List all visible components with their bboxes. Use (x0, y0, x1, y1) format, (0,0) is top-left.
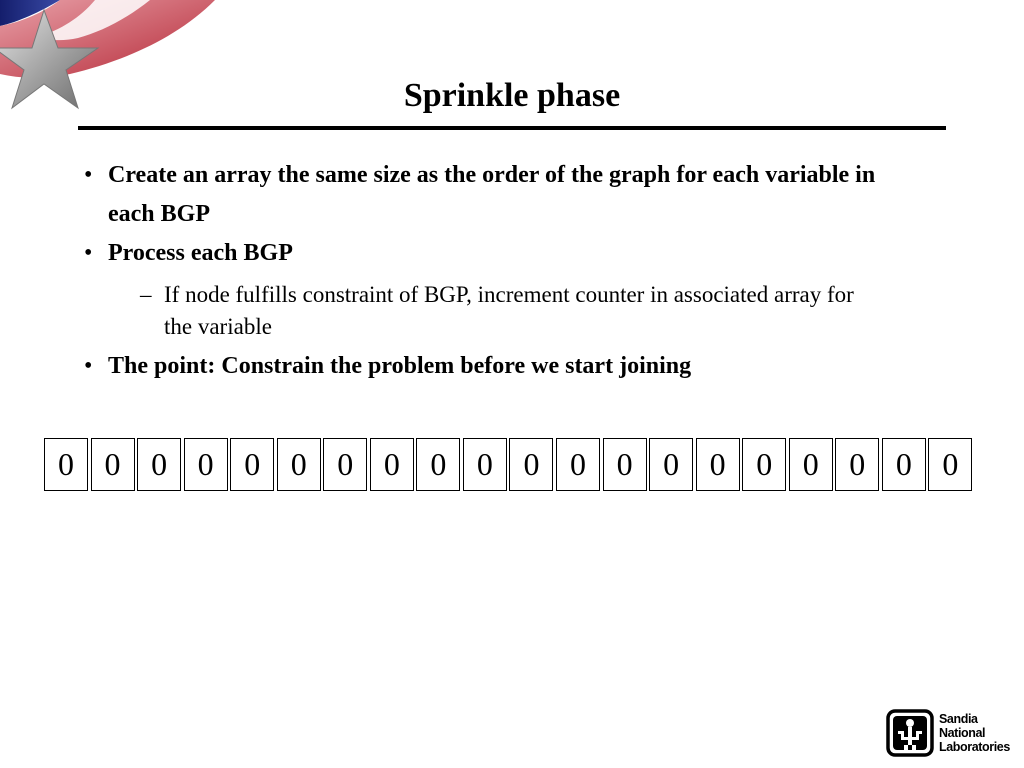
sub-bullet-marker: – (140, 282, 152, 307)
array-cell: 0 (44, 438, 88, 491)
sandia-wordmark (939, 712, 1010, 754)
bullet-list (84, 156, 884, 386)
array-cell: 0 (556, 438, 600, 491)
bullet-item (84, 234, 884, 273)
sandia-logo (886, 707, 1014, 759)
array-cell: 0 (696, 438, 740, 491)
array-cell: 0 (184, 438, 228, 491)
array-cell: 0 (277, 438, 321, 491)
array-cell: 0 (789, 438, 833, 491)
array-cell: 0 (137, 438, 181, 491)
array-cell: 0 (91, 438, 135, 491)
bullet-item (84, 156, 884, 234)
array-cell: 0 (603, 438, 647, 491)
array-cell: 0 (835, 438, 879, 491)
bullet-marker: • (84, 162, 93, 188)
array-cell: 0 (323, 438, 367, 491)
array-cell: 0 (928, 438, 972, 491)
array-cell: 0 (649, 438, 693, 491)
org-name-line: Sandia (939, 712, 978, 726)
sub-bullet-text: If node fulfills constraint of BGP, increment counter in associated array for the variable (164, 282, 854, 339)
counter-array (44, 438, 972, 491)
array-cell: 0 (882, 438, 926, 491)
array-cell: 0 (463, 438, 507, 491)
bullet-marker: • (84, 353, 93, 379)
bullet-item (84, 347, 884, 386)
array-cell: 0 (370, 438, 414, 491)
org-name-line: Laboratories (939, 740, 1010, 754)
thunderbird-icon (886, 709, 934, 757)
org-name-line: National (939, 726, 986, 740)
array-cell: 0 (230, 438, 274, 491)
sub-bullet-item (140, 279, 884, 343)
slide-title: Sprinkle phase (403, 77, 621, 114)
array-cell: 0 (742, 438, 786, 491)
bullet-marker: • (84, 240, 93, 266)
array-cell: 0 (416, 438, 460, 491)
bullet-text: Create an array the same size as the order of the graph for each variable in each BGP (108, 162, 876, 227)
array-cell: 0 (509, 438, 553, 491)
bullet-text: The point: Constrain the problem before we start joining (108, 353, 692, 379)
title-underline (78, 126, 946, 130)
bullet-text: Process each BGP (108, 240, 293, 266)
